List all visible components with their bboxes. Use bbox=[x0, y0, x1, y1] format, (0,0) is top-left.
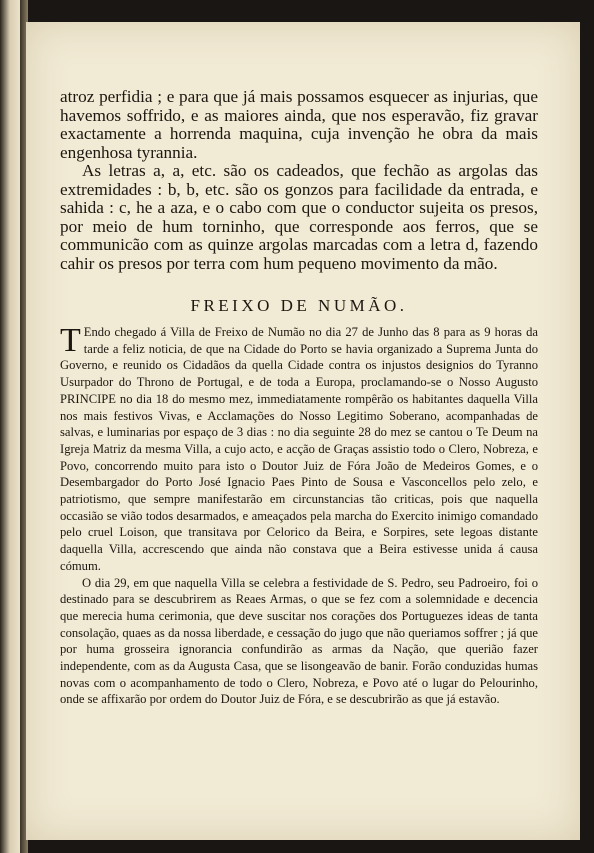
paragraph-4: O dia 29, em que naquella Villa se celebra a festividade de S. Pedro, seu Padroeiro, foi o destinado para se descubrirem as Reaes Armas, o que se fez com a solemnidade e decencia que merecia huma cerimonia, que deve suscitar nos corações dos Portuguezes ideas de tanta consolação, quaes as da nossa liberdade, e cessação do jugo que não queriamos soffrer ; já que por huma grosseira ignorancia confundirão as armas da Nação, que querião fazer independente, com as da Augusta Casa, que se lisongeavão de banir. Forão conduzidas humas novas com o acompanhamento de todo o Clero, Nobreza, e Povo até o lugar do Pelourinho, onde se affixarão por ordem do Doutor Juiz de Fóra, e se descubrirão as que já estavão. bbox=[60, 575, 538, 707]
drop-cap: T bbox=[60, 322, 81, 359]
paragraph-1: atroz perfidia ; e para que já mais possamos esquecer as injurias, que havemos soffrido, e as maiores ainda, que nos esperavão, fiz gravar exactamente a horrenda maquina, cuja invenção he obra da mais engenhosa tyrannia. bbox=[60, 87, 538, 162]
paragraph-2: As letras a, a, etc. são os cadeados, que fechão as argolas das extremidades : b, b, etc. são os gonzos para facilidade da entrada, e sahida : c, he a aza, e o cabo com que o conductor sujeita os presos, por meio de hum torninho, que corresponde aos ferros, que se communicão com as quinze argolas marcadas com a letra d, fazendo cahir os presos por terra com hum pequeno movimento da mão. bbox=[60, 161, 538, 273]
previous-page-edge bbox=[0, 0, 22, 853]
page-text bbox=[60, 88, 538, 708]
paragraph-3-text: Endo chegado á Villa de Freixo de Numão no dia 27 de Junho das 8 para as 9 horas da tarde a feliz noticia, de que na Cidade do Porto se havia organizado a Suprema Junta do Governo, e reunido os Cidadãos da quella Cidade contra os injustos designios do Tyranno Usurpador do Throno de Portugal, e de toda a Europa, proclamando-se o Nosso Augusto PRINCIPE no dia 18 do mesmo mez, immediatamente rompêrão os habitantes daquella Villa nos mais festivos Vivas, e Acclamações do Nosso Legitimo Soberano, acompanhadas de salvas, e luminarias por espaço de 3 dias : no dia seguinte 28 do mez se cantou o Te Deum na Igreja Matriz da mesma Villa, a cujo acto, e acção de Graças assistio todo o Clero, Nobreza, e Povo, concorrendo muito para isto o Doutor Juiz de Fóra João de Medeiros Gomes, e o Desembargador do Porto José Ignacio Paes Pinto de Sousa e Vasconcellos pelo zelo, e patriotismo, que sempre manifestarão em circunstancias tão criticas, pois que naquella occasião se vião todos desarmados, e ameaçados pela marcha do Exercito inimigo comandado pelo cruel Loison, que transitava por Celorico da Beira, e Sorpires, sete legoas distante daquella Villa, accrescendo que ainda não constava que a Beira estivesse unida á causa cómum. bbox=[60, 325, 538, 573]
paragraph-3 bbox=[60, 324, 538, 575]
book-page bbox=[26, 22, 580, 840]
section-heading: FREIXO DE NUMÃO. bbox=[190, 296, 408, 315]
